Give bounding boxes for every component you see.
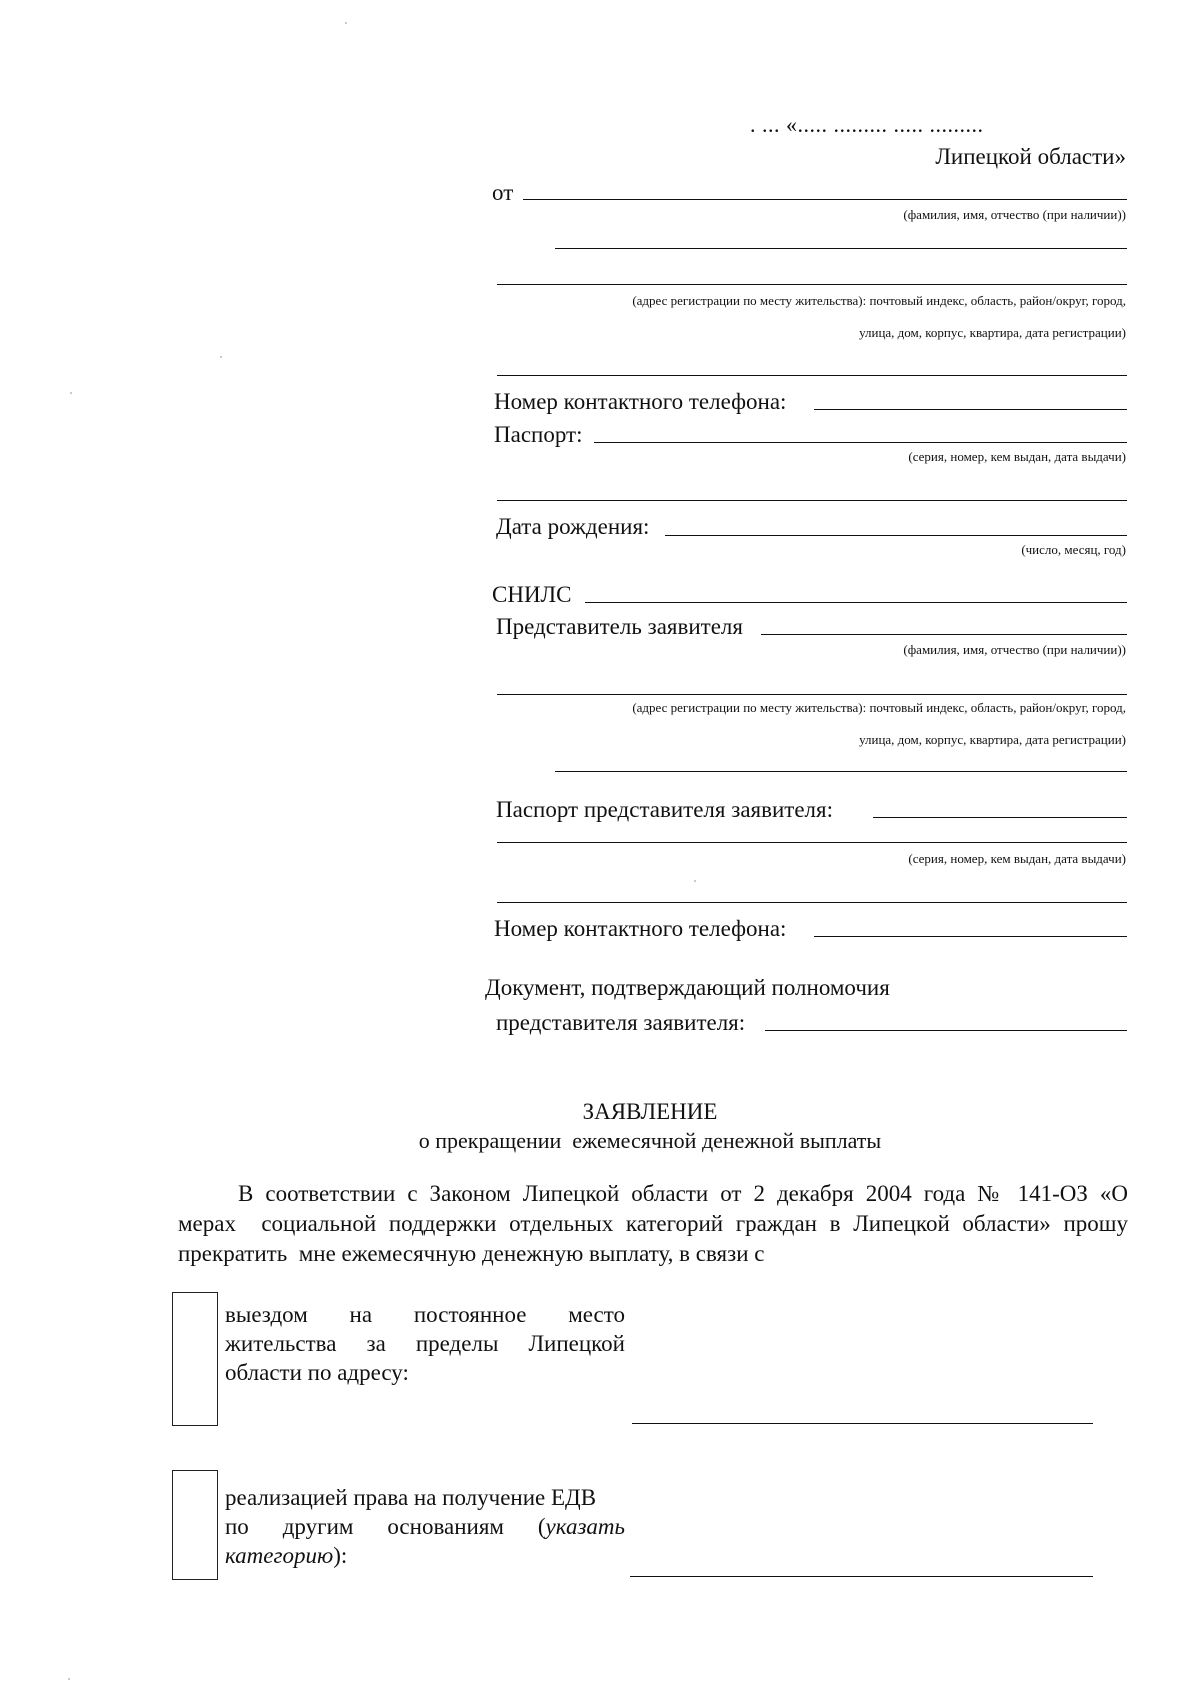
representative-passport-field[interactable]	[873, 817, 1127, 818]
address-field-line-2[interactable]	[497, 284, 1127, 285]
address-hint-2: улица, дом, корпус, квартира, дата регистрации)	[859, 325, 1126, 340]
representative-phone-field[interactable]	[814, 936, 1127, 937]
document-heading: ЗАЯВЛЕНИЕ	[582, 1099, 718, 1124]
addressee-dots: . ... «..... ......... ..... .........	[750, 112, 984, 137]
scan-speck	[70, 392, 72, 394]
representative-address-line-2[interactable]	[555, 771, 1127, 772]
paragraph-line-1: В соответствии с Законом Липецкой области от 2 декабря 2004 года № 141-ОЗ «О	[238, 1181, 1128, 1206]
scan-speck	[68, 1678, 70, 1680]
paragraph-line-2: мерах социальной поддержки отдельных категорий граждан в Липецкой области» прошу	[178, 1211, 1128, 1236]
representative-doc-field[interactable]	[765, 1030, 1127, 1031]
representative-address-line-1[interactable]	[497, 694, 1127, 695]
option-other-grounds-line-2-italic: указать	[545, 1514, 625, 1539]
representative-label: Представитель заявителя	[496, 614, 743, 639]
representative-passport-field-line-3[interactable]	[497, 902, 1127, 903]
address-field-line-1[interactable]	[555, 248, 1127, 249]
birth-field[interactable]	[665, 535, 1127, 536]
snils-field[interactable]	[585, 602, 1127, 603]
phone-label: Номер контактного телефона:	[494, 389, 787, 414]
scan-speck	[694, 880, 696, 882]
option-other-grounds-line-2	[225, 1512, 625, 1541]
option-other-grounds-line-2-plain: по другим основаниям (	[225, 1514, 546, 1539]
scan-speck	[345, 22, 347, 24]
birth-hint: (число, месяц, год)	[1021, 542, 1126, 557]
addressee-region: Липецкой области»	[935, 144, 1126, 169]
option-other-grounds-line-3	[225, 1541, 625, 1570]
paragraph-line-3: прекратить мне ежемесячную денежную выплату, в связи с	[178, 1241, 765, 1266]
passport-field[interactable]	[594, 442, 1127, 443]
passport-field-line-2[interactable]	[497, 500, 1127, 501]
option-relocation-line-3: области по адресу:	[225, 1360, 409, 1385]
fio-field[interactable]	[523, 199, 1127, 200]
representative-address-hint-1: (адрес регистрации по месту жительства): почтовый индекс, область, район/округ, город,	[632, 700, 1126, 715]
representative-passport-hint: (серия, номер, кем выдан, дата выдачи)	[908, 851, 1126, 866]
option-relocation-line-1: выездом на постоянное место	[225, 1302, 625, 1327]
option-other-grounds-line-1: реализацией права на получение ЕДВ	[225, 1485, 597, 1510]
from-label: от	[492, 180, 514, 205]
representative-fio-hint: (фамилия, имя, отчество (при наличии))	[903, 642, 1126, 657]
option-text-relocation	[225, 1300, 625, 1387]
representative-fio-field[interactable]	[761, 634, 1127, 635]
other-grounds-category-field[interactable]	[630, 1576, 1093, 1577]
representative-doc-label-1: Документ, подтверждающий полномочия	[485, 975, 890, 1000]
representative-passport-field-line-2[interactable]	[497, 842, 1127, 843]
fio-hint: (фамилия, имя, отчество (при наличии))	[903, 207, 1126, 222]
option-checkbox-other-grounds[interactable]	[172, 1470, 218, 1580]
relocation-address-field[interactable]	[632, 1423, 1093, 1424]
representative-doc-label-2: представителя заявителя:	[496, 1010, 746, 1035]
birth-label: Дата рождения:	[496, 514, 650, 539]
passport-hint: (серия, номер, кем выдан, дата выдачи)	[908, 449, 1126, 464]
document-subheading: о прекращении ежемесячной денежной выплаты	[418, 1128, 882, 1153]
address-hint-1: (адрес регистрации по месту жительства): почтовый индекс, область, район/округ, город,	[632, 293, 1126, 308]
option-checkbox-relocation[interactable]	[172, 1292, 218, 1426]
passport-label: Паспорт:	[494, 422, 583, 447]
option-text-other-grounds	[225, 1483, 625, 1570]
option-relocation-line-2: жительства за пределы Липецкой	[225, 1331, 625, 1356]
representative-address-hint-2: улица, дом, корпус, квартира, дата регистрации)	[859, 732, 1126, 747]
address-field-line-3[interactable]	[497, 375, 1127, 376]
scan-speck	[220, 356, 222, 358]
representative-phone-label: Номер контактного телефона:	[494, 916, 787, 941]
snils-label: СНИЛС	[492, 582, 572, 607]
phone-field[interactable]	[814, 409, 1127, 410]
option-other-grounds-line-3-plain: ):	[333, 1543, 348, 1568]
option-other-grounds-line-3-italic: категорию	[225, 1543, 334, 1568]
representative-passport-label: Паспорт представителя заявителя:	[496, 797, 833, 822]
